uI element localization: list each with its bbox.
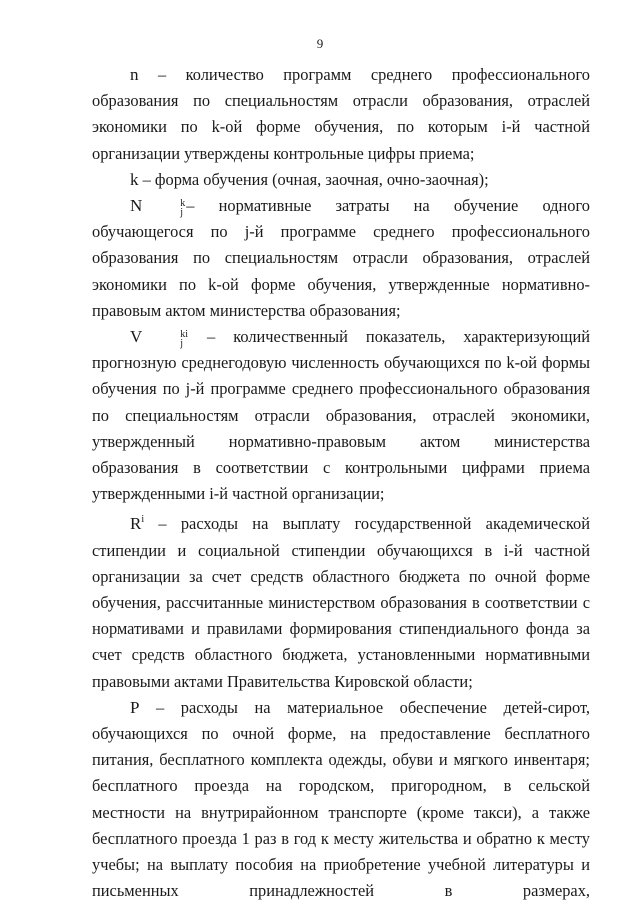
symbol-k: k — [130, 169, 139, 189]
symbol-P: P — [130, 697, 140, 717]
definition-text: – форма обучения (очная, заочная, очно-заочная); — [138, 169, 489, 189]
symbol-n: n — [130, 65, 139, 84]
index-V — [142, 330, 188, 348]
definition-k — [92, 167, 590, 193]
symbol-V: V — [130, 327, 143, 347]
definition-R — [92, 507, 590, 694]
definition-text: – количественный показатель, характеризующий прогнозную среднегодовую численность обучающихся по k-ой формы обучения по j-й программе среднего профессионального образования по специальностям отрасли образования, отраслей экономики, утвержденный нормативно-правовым актом министерства образования в соответствии с контрольными цифрами приема утвержденными i-й частной организации; — [92, 327, 590, 504]
superscript: k — [180, 198, 186, 210]
definition-N — [92, 193, 590, 324]
document-body — [92, 62, 590, 905]
superscript: i — [141, 514, 145, 526]
subscript: j — [180, 338, 184, 350]
symbol-N: N — [130, 196, 143, 216]
definition-text: – нормативные затраты на обучение одного обучающегося по j-й программе среднего профессионального образования по специальностям отрасли образования, отраслей экономики по k-ой форме обучения, утвержденные нормативно-правовым актом министерства образования; — [92, 196, 590, 320]
index-N — [142, 199, 185, 217]
definition-text: – расходы на выплату государственной академической стипендии и социальной стипендии обучающихся в i-й частной организации за счет средств областного бюджета по очной форме обучения, рассчитанные министерством образования в соответствии с нормативами и правилами формирования стипендиального фонда за счет средств областного бюджета, установленными нормативными правовыми актами Правительства Кировской области; — [92, 514, 590, 691]
definition-V — [92, 324, 590, 507]
definition-P — [92, 695, 590, 905]
subscript: j — [180, 207, 184, 219]
definition-text: – количество программ среднего профессионального образования по специальностям отрасли образования, отраслей экономики по k-ой форме обучения, по которым i-й частной организации утверждены контрольные цифры приема; — [92, 65, 590, 163]
superscript: ki — [180, 329, 189, 341]
symbol-R: R — [130, 514, 142, 534]
definition-n — [92, 62, 590, 167]
page-number: 9 — [316, 36, 324, 51]
definition-text: – расходы на материальное обеспечение детей-сирот, обучающихся по очной форме, на предоставление бесплатного питания, бесплатного комплекта одежды, обуви и мягкого инвентаря; бесплатного проезда на городском, пригородном, в сельской местности на внутрирайонном транспорте (кроме такси), а также бесплатного проезда 1 раз в год к месту жительства и обратно к месту учебы; на выплату пособия на приобретение учебной литературы и письменных принадлежностей в размерах, — [92, 697, 590, 901]
